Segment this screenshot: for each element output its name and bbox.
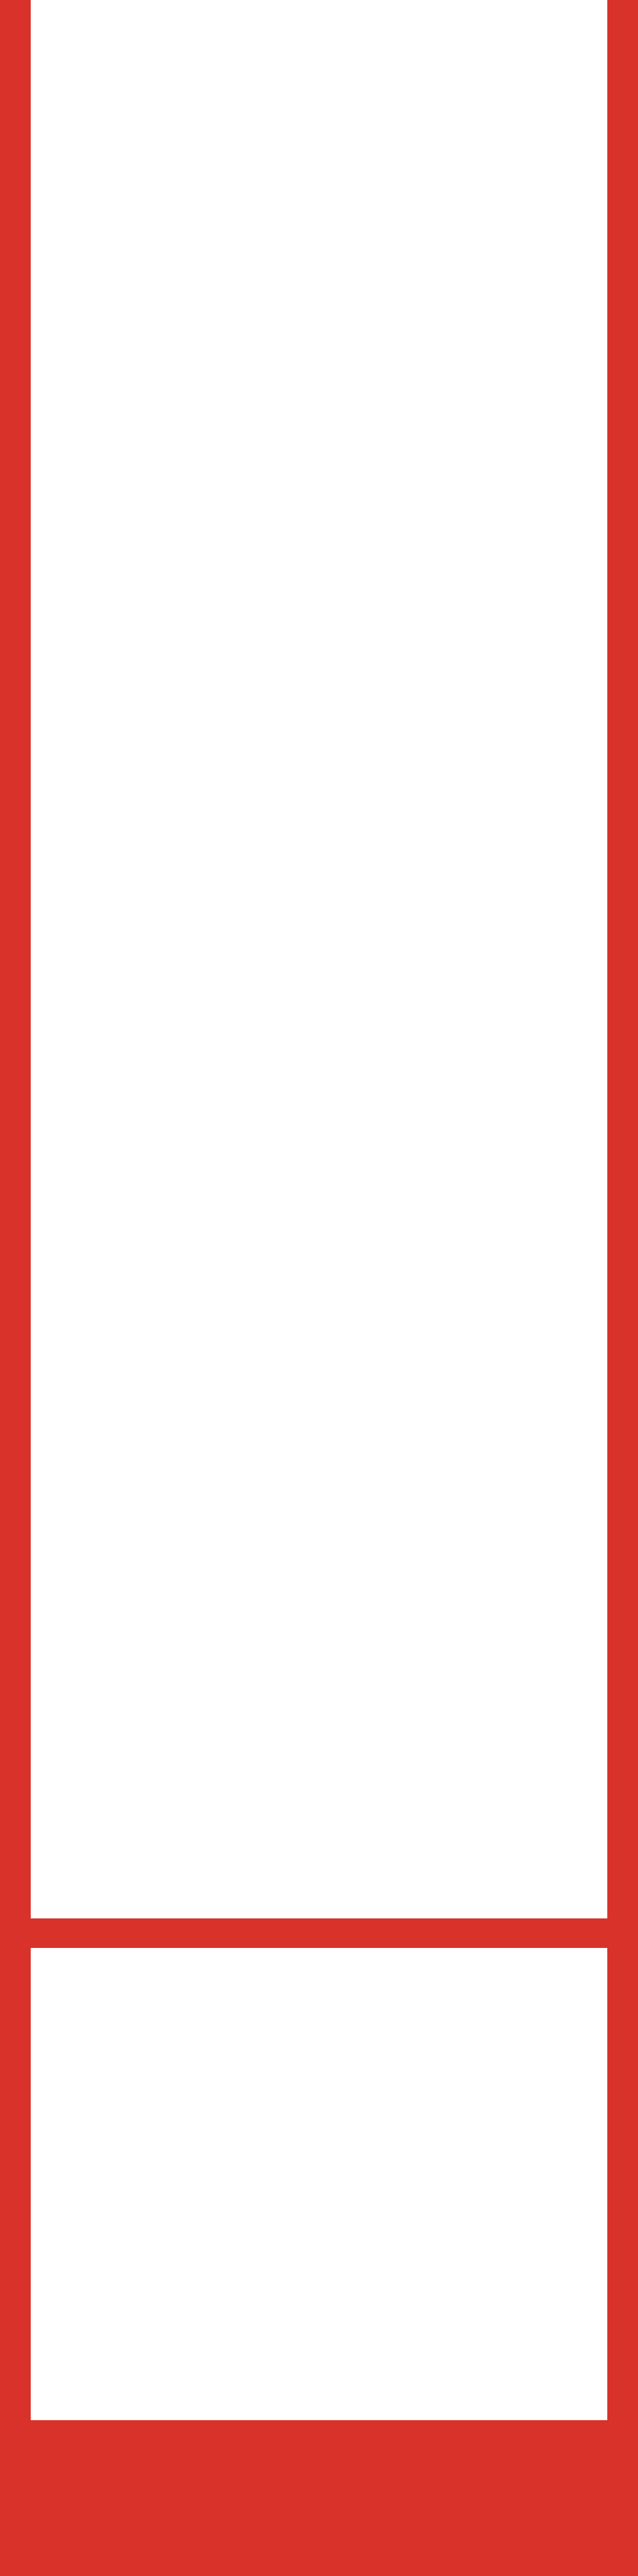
summary-panel <box>31 1948 607 2420</box>
content-panel <box>31 0 607 1918</box>
